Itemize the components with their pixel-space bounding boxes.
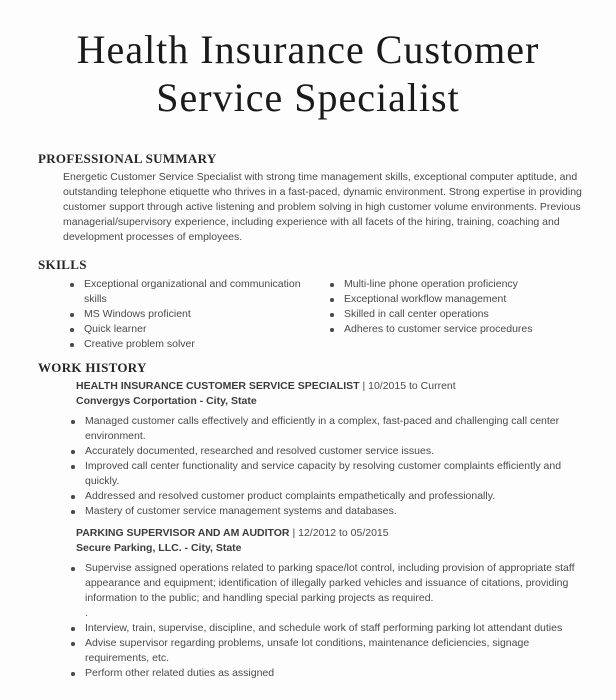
section-professional-summary (0, 151, 616, 245)
job-entry-2 (76, 526, 590, 681)
job-duty-item: Advise supervisor regarding problems, unsafe lot conditions, maintenance deficiencies, signage requirements, etc. (69, 636, 590, 666)
skills-columns (68, 277, 616, 352)
job-entry-1 (76, 379, 590, 519)
job-duty-item: Interview, train, supervise, discipline, and schedule work of staff performing parking lot attendant duties (69, 621, 590, 636)
resume-title-line-2: Service Specialist (156, 75, 460, 120)
job-date-separator: | (362, 380, 366, 392)
job-duty-item: Supervise assigned operations related to parking space/lot control, including provision of appropriate staff appearance and equipment; identification of illegally parked vehicles and issuance of citations, providing information to the public; and handling special parking projects as required. (69, 561, 590, 606)
job-company: Secure Parking, LLC. - City, State (76, 542, 242, 554)
skill-item: Exceptional organizational and communication skills (68, 277, 308, 307)
skill-item: Creative problem solver (68, 337, 308, 352)
job-title: PARKING SUPERVISOR AND AM AUDITOR (76, 527, 290, 539)
job-company: Convergys Corportation - City, State (76, 395, 257, 407)
work-history-heading: WORK HISTORY (38, 360, 147, 375)
skill-item: Adheres to customer service procedures (328, 322, 578, 337)
resume-title-line-1: Health Insurance Customer (76, 27, 540, 72)
job-duty-item: Improved call center functionality and service capacity by resolving customer complaints efficiently and quickly. (69, 459, 590, 489)
job-duty-item: Managed customer calls effectively and efficiently in a complex, fast-paced and challenging call center environment. (69, 414, 590, 444)
job-title-line (76, 526, 590, 541)
skills-heading: SKILLS (38, 257, 87, 272)
professional-summary-text: Energetic Customer Service Specialist with strong time management skills, exceptional computer aptitude, and outstanding telephone etiquette who thrives in a fast-paced, dynamic environment. Strong expertise in providing customer support through active listening and problem solving in high customer volume environments. Previous managerial/supervisory experience, including experience with all facets of the hiring, training, coaching and development processes of employees. (63, 171, 582, 243)
job-date-separator: | (292, 527, 296, 539)
job-duties-list (69, 561, 590, 681)
job-dates: 12/2012 to 05/2015 (298, 527, 389, 539)
skills-list-right (328, 277, 578, 352)
section-work-history (0, 360, 616, 681)
job-duties-list (69, 414, 590, 519)
job-dates: 10/2015 to Current (368, 380, 456, 392)
job-duty-item: Addressed and resolved customer product complaints empathetically and professionally. (69, 489, 590, 504)
skill-item: Skilled in call center operations (328, 307, 578, 322)
job-duty-item: Perform other related duties as assigned (69, 666, 590, 681)
job-duty-item: Mastery of customer service management systems and databases. (69, 504, 590, 519)
job-title: HEALTH INSURANCE CUSTOMER SERVICE SPECIALIST (76, 380, 360, 392)
skill-item: MS Windows proficient (68, 307, 308, 322)
orphan-period-line: . (85, 607, 88, 619)
resume-title (0, 0, 616, 122)
skill-item: Multi-line phone operation proficiency (328, 277, 578, 292)
section-skills (0, 257, 616, 352)
job-duty-item: Accurately documented, researched and resolved customer service issues. (69, 444, 590, 459)
skill-item: Quick learner (68, 322, 308, 337)
job-title-line (76, 379, 590, 394)
skills-list-left (68, 277, 308, 352)
professional-summary-heading: PROFESSIONAL SUMMARY (38, 151, 217, 166)
skill-item: Exceptional workflow management (328, 292, 578, 307)
